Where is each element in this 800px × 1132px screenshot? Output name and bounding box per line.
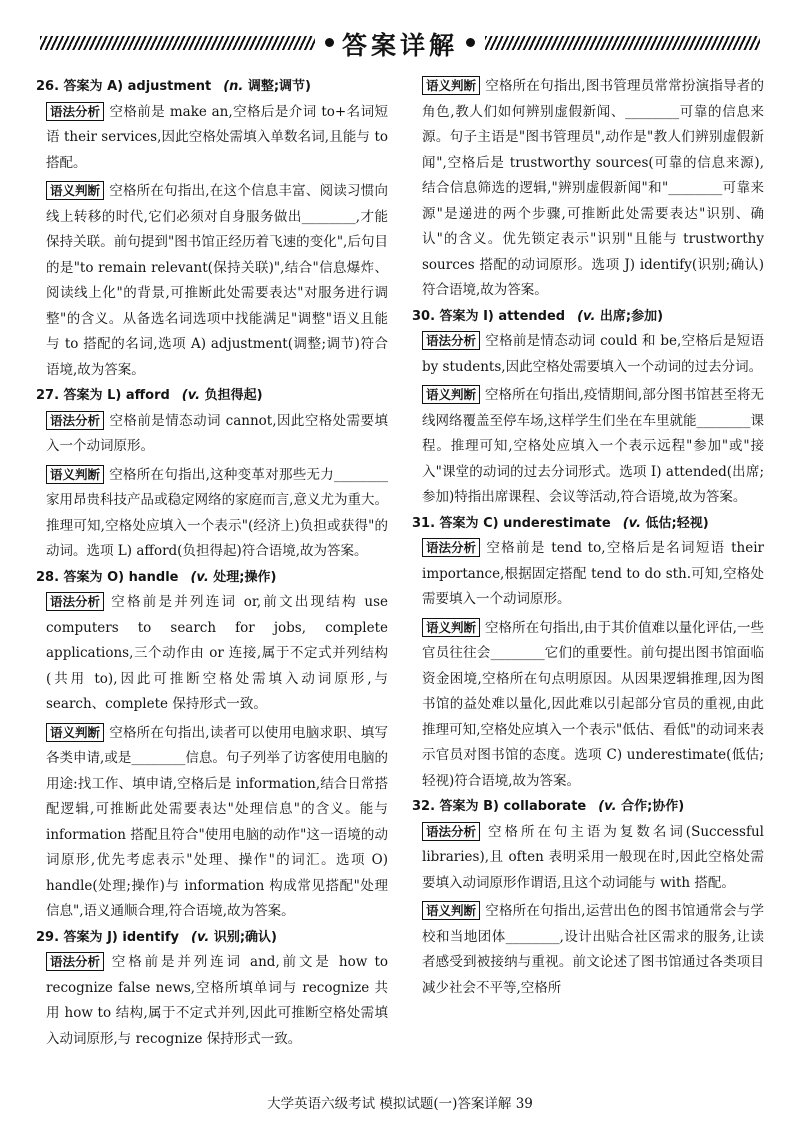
semantic-tag: 语义判断 <box>46 723 104 742</box>
question-27-semantic: 语义判断 空格所在句指出,这种变革对那些无力________家用昂贵科技产品或稳定网络的家庭而言,意义尤为重大。推理可知,空格处应填入一个表示"(经济上)负担或获得"的动词。选项 L) afford(负担得起)符合语境,故为答案。 <box>46 466 388 559</box>
semantic-tag: 语义判断 <box>46 181 104 200</box>
semantic-tag: 语义判断 <box>46 465 104 484</box>
question-32-semantic: 语义判断 空格所在句指出,运营出色的图书馆通常会与学校和当地团体________,设计出贴合社区需求的服务,让读者感受到被接纳与重视。前文论述了图书馆通过各类项目减少社会不平等,空格所 <box>422 903 764 996</box>
grammar-tag: 语法分析 <box>46 102 104 121</box>
question-27-heading: 27. 答案为 L) afford (v. 负担得起) <box>36 388 263 403</box>
question-28-heading: 28. 答案为 O) handle (v. 处理;操作) <box>36 569 277 585</box>
question-30-grammar: 语法分析 空格前是情态动词 could 和 be,空格后是短语 by students,因此空格处需要填入一个动词的过去分词。 <box>422 333 764 375</box>
semantic-tag: 语义判断 <box>422 385 480 404</box>
question-26-heading: 26. 答案为 A) adjustment (n. 调整;调节) <box>36 79 311 94</box>
semantic-tag: 语义判断 <box>422 618 480 637</box>
question-31-semantic: 语义判断 空格所在句指出,由于其价值难以量化评估,一些官员往往会________它们的重要性。前句提出图书馆面临资金困境,空格所在句点明原因。从因果逻辑推理,因为图书馆的益处难以量化,因此难以引起部分官员的重视,由此推理可知,空格处应填入一个表示"低估、看低"的动词来表示官员对图书馆的态度。选项 C) underestimate(低估;轻视)符合语境,故为答案。 <box>422 619 764 789</box>
question-26-grammar: 语法分析 空格前是 make an,空格后是介词 to+名词短语 their services,因此空格处需填入单数名词,且能与 to 搭配。 <box>46 103 388 171</box>
question-31-grammar: 语法分析 空格前是 tend to,空格后是名词短语 their importance,根据固定搭配 tend to do sth.可知,空格处需要填入一个动词原形。 <box>422 540 764 607</box>
question-31-heading: 31. 答案为 C) underestimate (v. 低估;轻视) <box>412 515 709 531</box>
question-26-semantic: 语义判断 空格所在句指出,在这个信息丰富、阅读习惯向线上转移的时代,它们必须对自身服务做出________,才能保持关联。前句提到"图书馆正经历着飞速的变化",后句目的是"to remain relevant(保持关联)",结合"信息爆炸、阅读线上化"的背景,可推断此处需要表达"对服务进行调整"的含义。从备选名词选项中找能满足"调整"语义且能与 to 搭配的名词,选项 A) adjustment(调整;调节)符合语境,故为答案。 <box>46 183 388 378</box>
header-dot-right <box>466 38 475 47</box>
question-29-semantic: 语义判断 空格所在句指出,图书管理员常常扮演指导者的角色,教人们如何辨别虚假新闻、________可靠的信息来源。句子主语是"图书管理员",动作是"教人们辨别虚假新闻",空格后是 trustworthy sources(可靠的信息来源),结合信息筛选的逻辑,"辨别虚假新闻"和"________可靠来源"是递进的两个步骤,可推断此处需要表达"识别、确认"的含义。优先锁定表示"识别"且能与 trustworthy sources 搭配的动词原形。选项 J) identify(识别;确认)符合语境,故为答案。 <box>422 78 764 298</box>
left-column <box>36 74 388 1052</box>
header-title: 答案详解 <box>341 31 458 60</box>
question-32-heading: 32. 答案为 B) collaborate (v. 合作;协作) <box>412 799 685 814</box>
semantic-tag: 语义判断 <box>422 901 480 920</box>
grammar-tag: 语法分析 <box>422 538 480 557</box>
question-30-semantic: 语义判断 空格所在句指出,疫情期间,部分图书馆甚至将无线网络覆盖至停车场,这样学生们坐在车里就能________课程。推理可知,空格处应填入一个表示远程"参加"或"接入"课堂的动词的过去分词形式。选项 I) attended(出席;参加)特指出席课程、会议等活动,符合语境,故为答案。 <box>422 387 764 505</box>
semantic-tag: 语义判断 <box>422 76 480 95</box>
question-29-heading: 29. 答案为 J) identify (v. 识别;确认) <box>36 929 277 945</box>
question-28-grammar: 语法分析 空格前是并列连词 or,前文出现结构 use computers to search for jobs, complete applications,三个动作由 or 连接,属于不定式并列结构(共用 to),因此可推断空格处需填入动词原形,与 search、complete 保持形式一致。 <box>46 594 388 712</box>
question-29-grammar: 语法分析 空格前是并列连词 and,前文是 how to recognize false news,空格所填单词与 recognize 共用 how to 结构,属于不定式并列,因此可推断空格处需填入动词原形,与 recognize 保持形式一致。 <box>46 954 388 1047</box>
question-27-grammar: 语法分析 空格前是情态动词 cannot,因此空格处需要填入一个动词原形。 <box>46 412 388 454</box>
grammar-tag: 语法分析 <box>422 822 480 841</box>
grammar-tag: 语法分析 <box>422 331 480 350</box>
page-footer: 大学英语六级考试 模拟试题(一)答案详解 39 <box>267 1096 533 1112</box>
page-header <box>40 22 760 66</box>
right-column <box>412 74 764 1001</box>
question-30-heading: 30. 答案为 I) attended (v. 出席;参加) <box>412 308 664 324</box>
grammar-tag: 语法分析 <box>46 952 104 971</box>
question-28-semantic: 语义判断 空格所在句指出,读者可以使用电脑求职、填写各类申请,或是________信息。句子列举了访客使用电脑的用途:找工作、填申请,空格后是 information,结合日常搭配逻辑,可推断此处需要表达"处理信息"的含义。能与 information 搭配且符合"使用电脑的动作"这一语境的动词原形,优先考虑表示"处理、操作"的词汇。选项 O) handle(处理;操作)与 information 构成常见搭配"处理信息",语义通顺合理,符合语境,故为答案。 <box>46 724 388 919</box>
header-hatch-right <box>485 36 760 50</box>
grammar-tag: 语法分析 <box>46 411 104 430</box>
grammar-tag: 语法分析 <box>46 592 104 611</box>
question-32-grammar: 语法分析 空格所在句主语为复数名词(Successful libraries),且 often 表明采用一般现在时,因此空格处需要填入动词原形作谓语,且这个动词能与 with 搭配。 <box>422 823 764 891</box>
